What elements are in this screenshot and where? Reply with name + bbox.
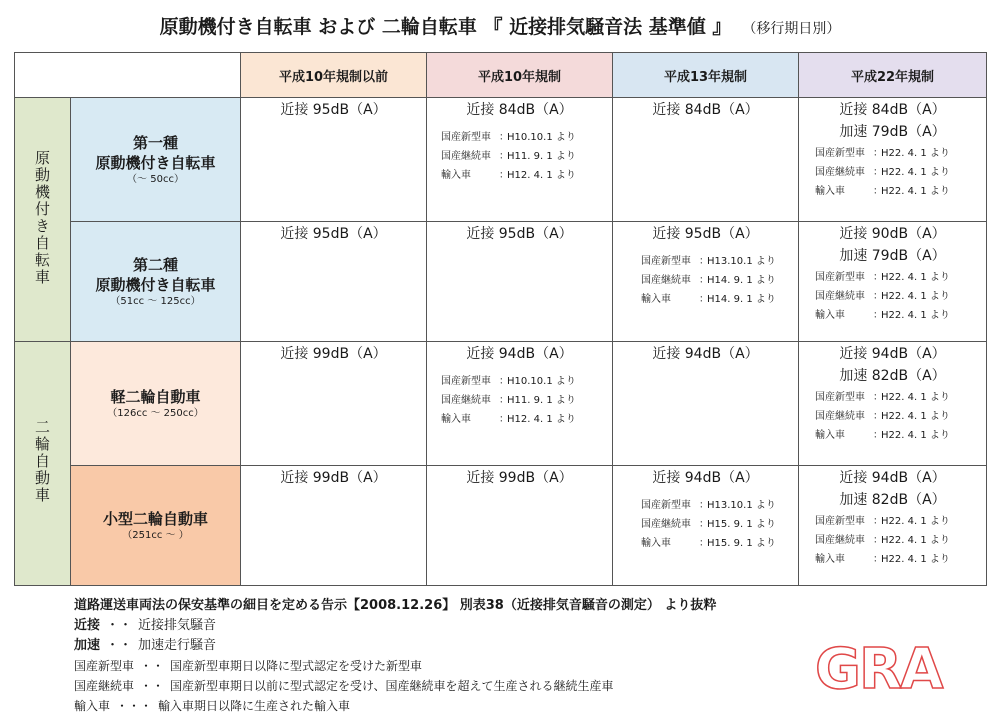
effective-dates [427,372,612,429]
date-colon: ： [499,376,509,387]
date-row [815,287,986,306]
legend-dots: ・・・ [116,699,153,713]
date-value: H13.10.1 より [707,500,776,511]
noise-level: 近接 95dB（A） [280,102,387,118]
date-row [641,252,798,271]
effective-dates [799,144,986,201]
legend-term: 輸入車 [74,699,111,713]
value-cell [799,466,987,586]
effective-dates [613,252,798,309]
date-value: H12. 4. 1 より [507,414,576,425]
noise-level: 近接 95dB（A） [466,226,573,242]
noise-level: 近接 94dB（A） [839,346,946,362]
date-label: 国産新型車 [815,148,865,159]
value-cell [427,342,613,466]
date-value: H22. 4. 1 より [881,411,950,422]
noise-level: 近接 94dB（A） [652,346,759,362]
category-displacement: （251cc ～ ） [122,529,189,541]
category-displacement: （～ 50cc） [127,173,184,185]
legend-description: 輸入車期日以降に生産された輸入車 [158,699,351,713]
date-value: H12. 4. 1 より [507,170,576,181]
effective-dates [613,496,798,553]
date-label: 国産新型車 [441,132,491,143]
date-row [441,166,612,185]
value-cell [427,222,613,342]
date-value: H11. 9. 1 より [507,395,576,406]
value-cell [613,222,799,342]
noise-level: 加速 79dB（A） [839,124,946,140]
date-label: 輸入車 [815,430,845,441]
source-note: 道路運送車両法の保安基準の細目を定める告示【2008.12.26】 別表38（近接排気音騒音の測定） より抜粋 [74,598,717,613]
date-row [815,388,986,407]
noise-level: 近接 95dB（A） [652,226,759,242]
date-label: 国産継続車 [815,535,865,546]
noise-level: 加速 82dB（A） [839,492,946,508]
date-row [815,407,986,426]
value-cell [241,342,427,466]
legend-description: 加速走行騒音 [138,638,217,653]
date-value: H14. 9. 1 より [707,275,776,286]
date-row [815,182,986,201]
legend-item [74,676,794,696]
date-colon: ： [873,516,883,527]
date-value: H10.10.1 より [507,376,576,387]
noise-level: 加速 82dB（A） [839,368,946,384]
effective-dates [799,512,986,569]
date-colon: ： [873,167,883,178]
date-label: 国産新型車 [641,500,691,511]
date-colon: ： [699,275,709,286]
date-value: H22. 4. 1 より [881,291,950,302]
date-colon: ： [873,554,883,565]
date-label: 国産新型車 [441,376,491,387]
date-colon: ： [699,500,709,511]
legend-dots: ・・ [140,659,165,673]
date-value: H22. 4. 1 より [881,392,950,403]
date-row [815,512,986,531]
group-label: 原動機付き自転車 [33,149,51,286]
date-colon: ： [699,294,709,305]
date-label: 国産新型車 [815,392,865,403]
page-title: 原動機付き自転車 および 二輪自転車 『 近接排気騒音法 基準値 』 [159,16,732,38]
date-value: H15. 9. 1 より [707,538,776,549]
date-label: 国産継続車 [815,411,865,422]
legend-item [74,656,794,676]
noise-level: 近接 99dB（A） [280,470,387,486]
date-colon: ： [499,414,509,425]
legend-description: 国産新型車期日以前に型式認定を受け、国産継続車を超えて生産される継続生産車 [170,679,614,693]
legend-dots: ・・ [106,618,133,633]
date-row [815,268,986,287]
category-cell [71,98,241,222]
value-cell [241,222,427,342]
corner-header-cell [15,53,241,98]
date-colon: ： [873,186,883,197]
date-value: H22. 4. 1 より [881,430,950,441]
date-label: 国産新型車 [815,516,865,527]
date-row [641,496,798,515]
date-row [641,515,798,534]
date-colon: ： [873,272,883,283]
noise-level: 近接 84dB（A） [839,102,946,118]
legend-dots: ・・ [140,679,165,693]
date-row [815,550,986,569]
date-value: H22. 4. 1 より [881,554,950,565]
date-value: H22. 4. 1 より [881,310,950,321]
date-value: H22. 4. 1 より [881,148,950,159]
category-displacement: （51cc ～ 125cc） [110,295,201,307]
table-row [15,98,987,222]
date-label: 国産継続車 [441,395,491,406]
value-cell [427,466,613,586]
date-colon: ： [873,148,883,159]
effective-dates [799,388,986,445]
date-value: H10.10.1 より [507,132,576,143]
date-label: 輸入車 [641,538,671,549]
value-cell [799,98,987,222]
noise-level: 近接 90dB（A） [839,226,946,242]
date-value: H22. 4. 1 より [881,535,950,546]
date-label: 国産新型車 [641,256,691,267]
date-label: 国産新型車 [815,272,865,283]
date-colon: ： [499,151,509,162]
legend-dots: ・・ [106,638,133,653]
group-cell [15,98,71,342]
noise-level: 近接 94dB（A） [652,470,759,486]
group-cell [15,342,71,586]
date-label: 国産継続車 [641,275,691,286]
legend-term: 国産新型車 [74,659,135,673]
category-cell [71,466,241,586]
date-value: H22. 4. 1 より [881,272,950,283]
date-row [441,128,612,147]
legend-item [74,636,794,656]
value-cell [241,466,427,586]
category-name: 軽二輪自動車 [110,387,201,406]
page-subtitle: （移行期日別） [749,21,841,37]
date-colon: ： [499,395,509,406]
date-colon: ： [873,291,883,302]
date-colon: ： [873,392,883,403]
column-header: 平成13年規制 [613,53,799,98]
table-row [15,466,987,586]
date-row [815,306,986,325]
date-value: H14. 9. 1 より [707,294,776,305]
noise-level: 近接 84dB（A） [466,102,573,118]
category-name: 小型二輪自動車 [102,509,208,528]
date-label: 輸入車 [815,186,845,197]
date-value: H13.10.1 より [707,256,776,267]
column-header: 平成10年規制 [427,53,613,98]
category-name: 第一種 原動機付き自転車 [95,133,216,172]
category-name: 第二種 原動機付き自転車 [95,255,216,294]
noise-level: 近接 99dB（A） [466,470,573,486]
date-label: 国産継続車 [441,151,491,162]
effective-dates [799,268,986,325]
date-colon: ： [873,411,883,422]
date-row [641,290,798,309]
date-value: H11. 9. 1 より [507,151,576,162]
gra-logo: GRA [815,637,942,702]
date-label: 輸入車 [815,310,845,321]
category-displacement: （126cc ～ 250cc） [107,407,204,419]
date-value: H22. 4. 1 より [881,186,950,197]
noise-level: 近接 94dB（A） [839,470,946,486]
value-cell [241,98,427,222]
date-colon: ： [699,519,709,530]
legend-item [74,696,794,716]
date-row [641,534,798,553]
date-label: 輸入車 [441,414,471,425]
date-row [815,426,986,445]
date-row [441,391,612,410]
noise-level: 近接 99dB（A） [280,346,387,362]
category-cell [71,222,241,342]
value-cell [613,466,799,586]
table-row [15,342,987,466]
noise-level: 近接 84dB（A） [652,102,759,118]
date-row [815,144,986,163]
date-colon: ： [873,535,883,546]
date-colon: ： [499,170,509,181]
category-cell [71,342,241,466]
date-label: 国産継続車 [815,291,865,302]
date-colon: ： [699,256,709,267]
value-cell [799,342,987,466]
date-value: H22. 4. 1 より [881,516,950,527]
table-row [15,222,987,342]
noise-standards-table [14,52,987,586]
date-colon: ： [499,132,509,143]
noise-level: 加速 79dB（A） [839,248,946,264]
legend-description: 近接排気騒音 [138,618,217,633]
date-row [441,147,612,166]
page-header [0,12,1000,39]
date-colon: ： [873,310,883,321]
legend-term: 国産継続車 [74,679,135,693]
date-value: H15. 9. 1 より [707,519,776,530]
date-row [441,372,612,391]
date-colon: ： [873,430,883,441]
legend-list [74,616,794,716]
footnotes [74,596,794,716]
legend-item [74,616,794,636]
table-header-row [15,53,987,98]
date-label: 輸入車 [441,170,471,181]
date-colon: ： [699,538,709,549]
value-cell [613,98,799,222]
date-label: 輸入車 [815,554,845,565]
value-cell [427,98,613,222]
column-header: 平成22年規制 [799,53,987,98]
date-row [641,271,798,290]
date-row [815,163,986,182]
date-label: 国産継続車 [815,167,865,178]
legend-description: 国産新型車期日以降に型式認定を受けた新型車 [170,659,423,673]
date-label: 輸入車 [641,294,671,305]
legend-term: 加速 [74,638,101,653]
column-header: 平成10年規制以前 [241,53,427,98]
value-cell [613,342,799,466]
value-cell [799,222,987,342]
date-value: H22. 4. 1 より [881,167,950,178]
group-label: 二輪自動車 [33,419,51,504]
date-row [441,410,612,429]
noise-level: 近接 95dB（A） [280,226,387,242]
legend-term: 近接 [74,618,101,633]
effective-dates [427,128,612,185]
date-label: 国産継続車 [641,519,691,530]
date-row [815,531,986,550]
noise-level: 近接 94dB（A） [466,346,573,362]
